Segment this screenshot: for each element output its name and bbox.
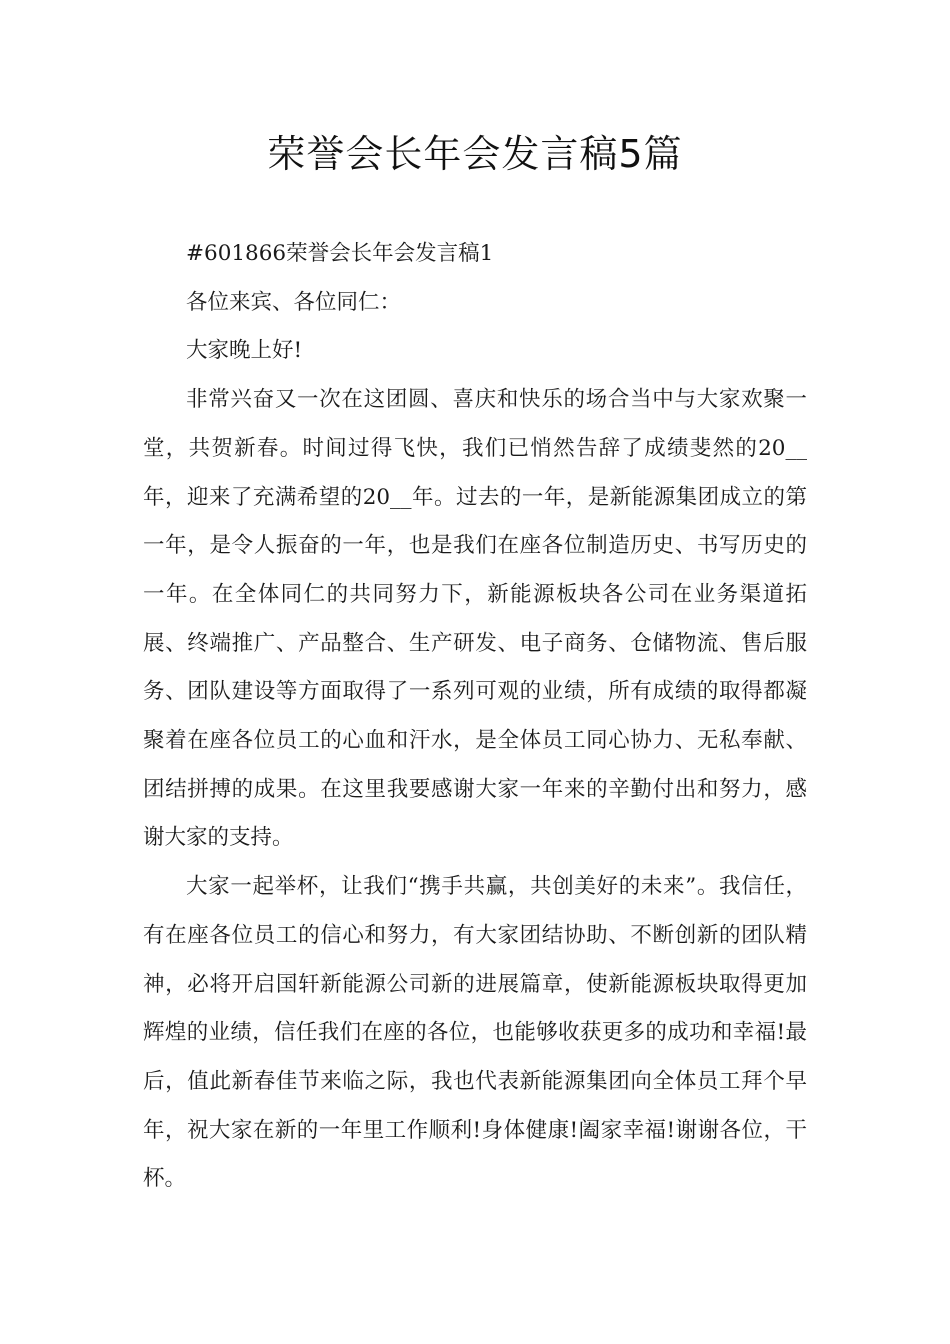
body-paragraph: 大家一起举杯，让我们“携手共赢，共创美好的未来”。我信任，有在座各位员工的信心和努力，有大家团结协助、不断创新的团队精神，必将开启国轩新能源公司新的进展篇章，使新能源板块取得更加辉煌的业绩，信任我们在座的各位，也能够收获更多的成功和幸福!最后，值此新春佳节来临之际，我也代表新能源集团向全体员工拜个早年，祝大家在新的一年里工作顺利!身体健康!阖家幸福!谢谢各位，干杯。 xyxy=(143,874,807,1192)
document-title: 荣誉会长年会发言稿5篇 xyxy=(267,132,683,176)
body-paragraph: 非常兴奋又一次在这团圆、喜庆和快乐的场合当中与大家欢聚一堂，共贺新春。时间过得飞快，我们已悄然告辞了成绩斐然的20__年，迎来了充满希望的20__年。过去的一年，是新能源集团成立的第一年，是令人振奋的一年，也是我们在座各位制造历史、书写历史的一年。在全体同仁的共同努力下，新能源板块各公司在业务渠道拓展、终端推广、产品整合、生产研发、电子商务、仓储物流、售后服务、团队建设等方面取得了一系列可观的业绩，所有成绩的取得都凝聚着在座各位员工的心血和汗水，是全体员工同心协力、无私奉献、团结拼搏的成果。在这里我要感谢大家一年来的辛勤付出和努力，感谢大家的支持。 xyxy=(143,387,807,851)
document-body xyxy=(143,230,807,1204)
document-heading-line: #601866荣誉会长年会发言稿1 xyxy=(186,241,494,266)
salutation: 各位来宾、各位同仁： xyxy=(186,289,402,315)
greeting: 大家晚上好! xyxy=(186,338,303,364)
